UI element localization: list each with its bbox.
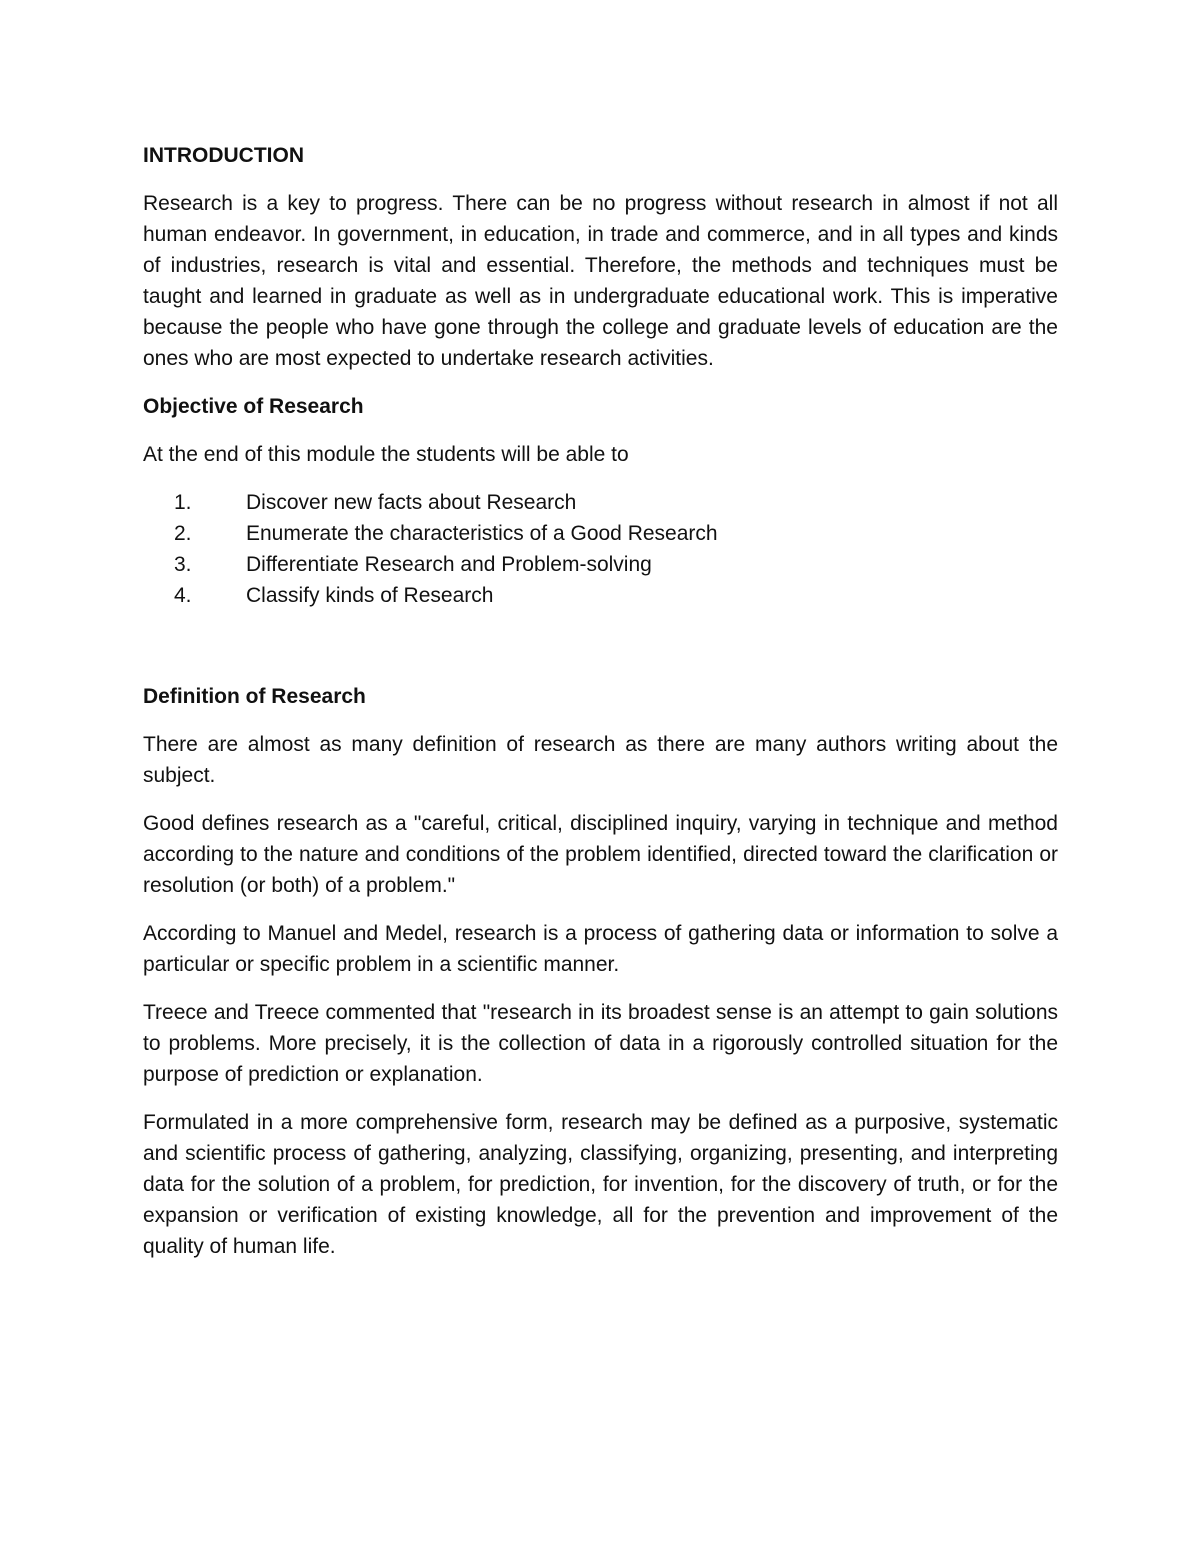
definition-paragraph: There are almost as many definition of research as there are many authors writing about the subject.	[143, 733, 1058, 787]
definition-paragraph: Formulated in a more comprehensive form, research may be defined as a purposive, systematic and scientific process of gathering, analyzing, classifying, organizing, presenting, and interpreting data for the solution of a problem, for prediction, for invention, for the discovery of truth, or for the expansion or verification of existing knowledge, all for the prevention and improvement of the quality of human life.	[143, 1111, 1058, 1258]
document-page	[143, 140, 1058, 1262]
list-item-number: 1.	[174, 491, 192, 514]
definition-paragraph: Treece and Treece commented that "research in its broadest sense is an attempt to gain solutions to problems. More precisely, it is the collection of data in a rigorously controlled situation for the purpose of prediction or explanation.	[143, 1001, 1058, 1086]
intro-paragraph: Research is a key to progress. There can be no progress without research in almost if not all human endeavor. In government, in education, in trade and commerce, and in all types and kinds of industries, research is vital and essential. Therefore, the methods and techniques must be taught and learned in graduate as well as in undergraduate educational work. This is imperative because the people who have gone through the college and graduate levels of education are the ones who are most expected to undertake research activities.	[143, 192, 1058, 370]
list-item-text: Enumerate the characteristics of a Good Research	[246, 522, 718, 545]
definition-paragraph: According to Manuel and Medel, research is a process of gathering data or information to solve a particular or specific problem in a scientific manner.	[143, 922, 1058, 976]
objective-lead: At the end of this module the students will be able to	[143, 443, 629, 466]
list-item	[143, 487, 1058, 518]
definition-paragraph: Good defines research as a "careful, critical, disciplined inquiry, varying in technique and method according to the nature and conditions of the problem identified, directed toward the clarification or resolution (or both) of a problem."	[143, 812, 1058, 897]
list-item-number: 2.	[174, 522, 192, 545]
list-item-number: 4.	[174, 584, 192, 607]
list-item-text: Differentiate Research and Problem-solving	[246, 553, 652, 576]
list-item-number: 3.	[174, 553, 192, 576]
list-item	[143, 580, 1058, 611]
intro-heading: INTRODUCTION	[143, 144, 304, 167]
list-item-text: Discover new facts about Research	[246, 491, 577, 514]
definition-heading: Definition of Research	[143, 685, 366, 708]
objective-list	[143, 487, 1058, 611]
objective-heading: Objective of Research	[143, 395, 364, 418]
list-item	[143, 549, 1058, 580]
list-item-text: Classify kinds of Research	[246, 584, 494, 607]
list-item	[143, 518, 1058, 549]
